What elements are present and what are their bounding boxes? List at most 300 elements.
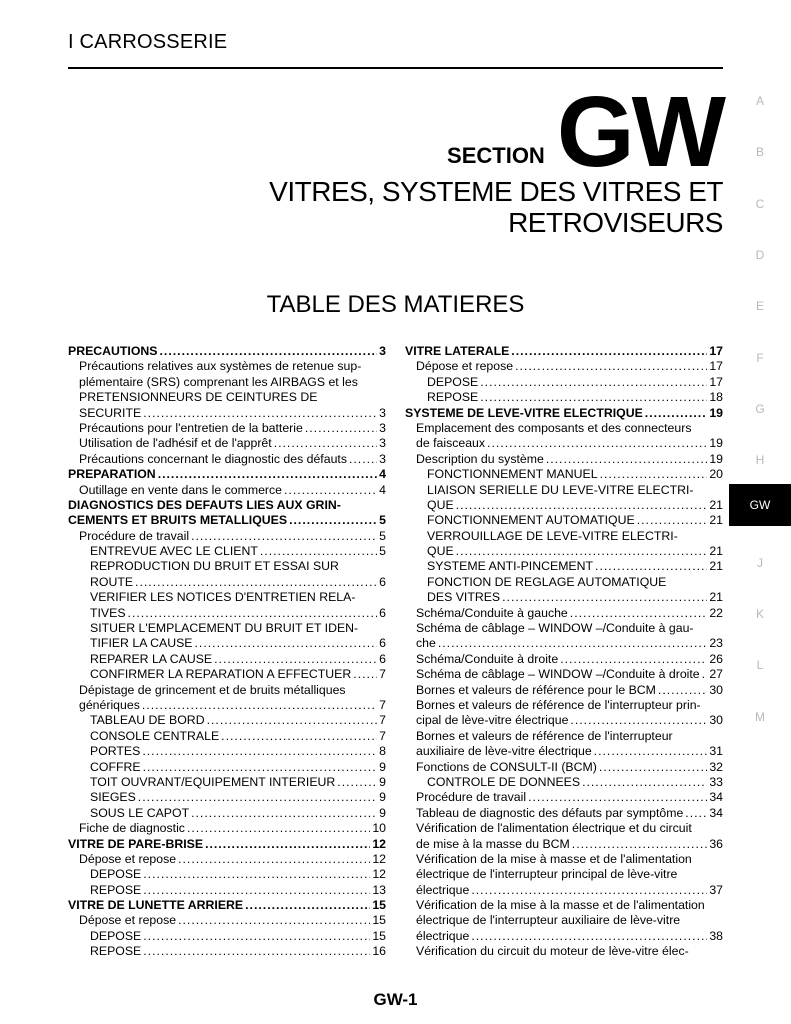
toc-entry-page: 17: [709, 374, 723, 389]
toc-entry-title: Schéma/Conduite à gauche: [416, 605, 568, 620]
toc-entry-title: Vérification de l'alimentation électrique et du circuit: [416, 821, 692, 836]
toc-entry-title: électrique de l'interrupteur principal de lève-vitre: [416, 867, 678, 882]
toc-entry-title: Précautions concernant le diagnostic des défauts: [79, 451, 347, 466]
toc-entry[interactable]: [405, 944, 723, 959]
toc-entry[interactable]: [405, 729, 723, 744]
toc-entry[interactable]: [405, 744, 723, 759]
section-header: I CARROSSERIE: [68, 31, 228, 53]
toc-entry[interactable]: [68, 929, 386, 944]
toc-entry[interactable]: [68, 667, 386, 682]
toc-entry[interactable]: [405, 775, 723, 790]
toc-entry-page: 15: [372, 928, 386, 943]
toc-entry[interactable]: [405, 913, 723, 928]
toc-entry-title: électrique de l'interrupteur auxiliaire de lève-vitre: [416, 913, 681, 928]
toc-entry-page: 21: [709, 559, 723, 574]
toc-entry[interactable]: [405, 636, 723, 651]
toc-leader-dots: [158, 467, 377, 482]
toc-entry-page: 3: [379, 405, 386, 420]
toc-entry-title: Bornes et valeurs de référence pour le BCM: [416, 682, 656, 697]
toc-entry[interactable]: [405, 929, 723, 944]
toc-leader-dots: [128, 606, 378, 621]
toc-entry[interactable]: [68, 436, 386, 451]
toc-entry[interactable]: [405, 713, 723, 728]
toc-entry-page: 7: [379, 713, 386, 728]
toc-entry-title: Dépose et repose: [416, 359, 514, 374]
toc-entry[interactable]: [68, 837, 386, 852]
toc-entry[interactable]: [68, 498, 386, 513]
toc-entry[interactable]: [405, 344, 723, 359]
section-tab-m[interactable]: M: [755, 709, 765, 724]
toc-entry[interactable]: [405, 621, 723, 636]
toc-entry-page: 9: [379, 790, 386, 805]
toc-entry[interactable]: [68, 513, 386, 528]
toc-entry-title: Vérification de la mise à la masse et de l'alimentation: [416, 898, 705, 913]
toc-entry-page: 9: [379, 805, 386, 820]
toc-entry-page: 6: [379, 651, 386, 666]
toc-leader-dots: [515, 359, 707, 374]
toc-entry-page: 31: [709, 744, 723, 759]
toc-entry-title: de mise à la masse du BCM: [416, 836, 570, 851]
toc-entry-page: 3: [379, 451, 386, 466]
toc-entry-title: auxiliaire de lève-vitre électrique: [416, 744, 592, 759]
toc-leader-dots: [178, 913, 370, 928]
toc-leader-dots: [637, 513, 708, 528]
toc-entry[interactable]: [405, 452, 723, 467]
toc-leader-dots: [456, 498, 708, 513]
toc-entry[interactable]: [68, 790, 386, 805]
toc-entry-title: CONTROLE DE DONNEES: [427, 774, 581, 789]
toc-entry[interactable]: [68, 760, 386, 775]
toc-entry[interactable]: [405, 821, 723, 836]
toc-leader-dots: [582, 775, 707, 790]
toc-entry-title: DIAGNOSTICS DES DEFAUTS LIES AUX GRIN-: [68, 497, 341, 512]
toc-leader-dots: [511, 344, 707, 359]
toc-entry-page: 34: [709, 790, 723, 805]
toc-leader-dots: [143, 883, 370, 898]
toc-entry-title: REPARER LA CAUSE: [90, 651, 213, 666]
toc-entry-title: Emplacement des composants et des connecteurs: [416, 420, 692, 435]
toc-entry-page: 12: [372, 867, 386, 882]
toc-entry[interactable]: [68, 421, 386, 436]
section-title: [269, 176, 723, 238]
toc-leader-dots: [187, 821, 370, 836]
toc-entry[interactable]: [405, 652, 723, 667]
toc-entry-title: Fonctions de CONSULT-II (BCM): [416, 759, 597, 774]
section-tab-l[interactable]: L: [756, 658, 764, 673]
toc-entry[interactable]: [68, 483, 386, 498]
toc-entry-page: 30: [709, 682, 723, 697]
toc-entry-page: 15: [372, 913, 386, 928]
section-tab-a[interactable]: A: [755, 94, 764, 108]
toc-entry-title: génériques: [79, 697, 140, 712]
toc-entry-title: CONFIRMER LA REPARATION A EFFECTUER: [90, 667, 352, 682]
toc-entry[interactable]: [68, 606, 386, 621]
toc-entry[interactable]: [68, 452, 386, 467]
toc-entry-page: 26: [709, 651, 723, 666]
toc-entry[interactable]: [68, 621, 386, 636]
toc-entry-title: Outillage en vente dans le commerce: [79, 482, 283, 497]
toc-entry[interactable]: [405, 436, 723, 451]
toc-entry-title: SOUS LE CAPOT: [90, 805, 190, 820]
toc-entry[interactable]: [405, 760, 723, 775]
toc-entry-page: 34: [709, 805, 723, 820]
toc-leader-dots: [570, 606, 708, 621]
toc-leader-dots: [546, 452, 708, 467]
toc-leader-dots: [595, 559, 707, 574]
toc-entry-page: 37: [709, 882, 723, 897]
toc-entry-page: 21: [709, 544, 723, 559]
toc-entry-page: 10: [372, 821, 386, 836]
toc-entry-page: 20: [709, 467, 723, 482]
toc-entry-title: Utilisation de l'adhésif et de l'apprêt: [79, 436, 272, 451]
toc-leader-dots: [349, 452, 377, 467]
toc-entry[interactable]: [405, 590, 723, 605]
toc-leader-dots: [600, 467, 708, 482]
section-tab-k[interactable]: K: [755, 607, 764, 621]
toc-entry-title: REPRODUCTION DU BRUIT ET ESSAI SUR: [90, 559, 339, 574]
toc-entry-title: PRETENSIONNEURS DE CEINTURES DE: [79, 390, 318, 405]
toc-entry-title: Fiche de diagnostic: [79, 821, 185, 836]
toc-entry[interactable]: [68, 867, 386, 882]
toc-entry-title: Précautions relatives aux systèmes de retenue sup-: [79, 359, 362, 374]
toc-leader-dots: [143, 867, 370, 882]
toc-leader-dots: [685, 806, 707, 821]
toc-entry-title: PRECAUTIONS: [68, 344, 158, 358]
toc-leader-dots: [160, 344, 378, 359]
toc-entry[interactable]: [68, 698, 386, 713]
toc-entry[interactable]: [68, 359, 386, 374]
toc-entry-page: 13: [372, 882, 386, 897]
toc-entry-title: Dépose et repose: [79, 913, 177, 928]
toc-entry[interactable]: [68, 390, 386, 405]
toc-entry[interactable]: [68, 406, 386, 421]
toc-entry[interactable]: [68, 775, 386, 790]
toc-entry-title: ROUTE: [90, 574, 134, 589]
section-tab-c[interactable]: C: [755, 196, 765, 211]
toc-leader-dots: [260, 544, 377, 559]
toc-entry-title: Tableau de diagnostic des défauts par symptôme: [416, 805, 684, 820]
toc-entry-title: de faisceaux: [416, 436, 486, 451]
toc-entry-page: 15: [372, 898, 386, 913]
toc-leader-dots: [138, 790, 377, 805]
toc-entry-title: COFFRE: [90, 759, 141, 774]
toc-entry-title: ENTREVUE AVEC LE CLIENT: [90, 544, 258, 559]
toc-leader-dots: [658, 683, 707, 698]
toc-entry[interactable]: [68, 683, 386, 698]
toc-entry[interactable]: [68, 729, 386, 744]
toc-entry[interactable]: [405, 683, 723, 698]
toc-entry-title: Procédure de travail: [79, 528, 190, 543]
toc-entry-title: Bornes et valeurs de référence de l'interrupteur: [416, 728, 673, 743]
toc-entry[interactable]: [68, 467, 386, 482]
toc-leader-dots: [284, 483, 377, 498]
toc-leader-dots: [135, 575, 377, 590]
toc-entry-title: LIAISON SERIELLE DU LEVE-VITRE ELECTRI-: [427, 482, 694, 497]
toc-entry[interactable]: [68, 898, 386, 913]
section-tab-f[interactable]: F: [756, 350, 764, 365]
toc-entry[interactable]: [405, 867, 723, 882]
toc-entry-title: REPOSE: [90, 882, 142, 897]
toc-entry-title: SIEGES: [90, 790, 136, 805]
toc-entry-title: QUE: [427, 544, 454, 559]
toc-entry-title: SYSTEME DE LEVE-VITRE ELECTRIQUE: [405, 405, 643, 420]
toc-leader-dots: [207, 713, 378, 728]
toc-entry[interactable]: [405, 513, 723, 528]
toc-entry-page: 3: [379, 436, 386, 451]
toc-entry-title: FONCTION DE REGLAGE AUTOMATIQUE: [427, 574, 667, 589]
section-code: GW: [556, 76, 723, 188]
toc-entry-page: 17: [709, 359, 723, 374]
toc-entry[interactable]: [405, 559, 723, 574]
toc-entry-title: Schéma de câblage – WINDOW –/Conduite à droite: [416, 667, 700, 682]
toc-entry[interactable]: [68, 852, 386, 867]
toc-leader-dots: [480, 390, 707, 405]
toc-entry-title: VERROUILLAGE DE LEVE-VITRE ELECTRI-: [427, 528, 678, 543]
toc-entry-title: Dépose et repose: [79, 851, 177, 866]
toc-entry[interactable]: [405, 852, 723, 867]
toc-entry-title: Schéma/Conduite à droite: [416, 651, 559, 666]
section-tab-b[interactable]: B: [755, 145, 764, 160]
toc-entry[interactable]: [68, 529, 386, 544]
toc-leader-dots: [289, 513, 377, 528]
toc-entry-page: 8: [379, 744, 386, 759]
toc-title: TABLE DES MATIERES: [266, 291, 525, 318]
toc-entry-page: 19: [709, 405, 723, 420]
toc-leader-dots: [142, 744, 377, 759]
toc-entry[interactable]: [68, 636, 386, 651]
toc-entry-title: VITRE LATERALE: [405, 344, 510, 358]
toc-entry-title: VITRE DE PARE-BRISE: [68, 836, 204, 851]
section-tab-g[interactable]: G: [755, 401, 765, 416]
toc-entry[interactable]: [68, 375, 386, 390]
toc-leader-dots: [645, 406, 708, 421]
toc-entry[interactable]: [68, 913, 386, 928]
toc-entry-title: Vérification du circuit du moteur de lève-vitre élec-: [416, 944, 689, 959]
toc-leader-dots: [274, 436, 377, 451]
toc-entry[interactable]: [405, 359, 723, 374]
toc-leader-dots: [487, 436, 707, 451]
toc-leader-dots: [191, 529, 377, 544]
toc-leader-dots: [143, 944, 370, 959]
toc-entry-title: SECURITE: [79, 405, 142, 420]
section-tab-j[interactable]: J: [757, 555, 763, 570]
toc-entry-page: 21: [709, 590, 723, 605]
section-tab-e[interactable]: E: [755, 299, 764, 314]
page-number: GW-1: [373, 990, 418, 1009]
toc-entry-title: électrique: [416, 928, 470, 943]
toc-entry-title: Description du système: [416, 451, 544, 466]
toc-entry[interactable]: [405, 544, 723, 559]
toc-leader-dots: [143, 760, 378, 775]
toc-entry-page: 32: [709, 759, 723, 774]
toc-entry-title: DEPOSE: [427, 374, 479, 389]
toc-entry-page: 19: [709, 436, 723, 451]
toc-entry-title: cipal de lève-vitre électrique: [416, 713, 569, 728]
section-heading: [447, 76, 723, 188]
toc-entry-page: 3: [379, 420, 386, 435]
toc-entry[interactable]: [405, 667, 723, 682]
toc-leader-dots: [599, 760, 707, 775]
toc-entry-title: PORTES: [90, 744, 141, 759]
toc-entry[interactable]: [405, 790, 723, 805]
toc-entry-title: TABLEAU DE BORD: [90, 713, 205, 728]
toc-leader-dots: [353, 667, 377, 682]
toc-entry-title: Dépistage de grincement et de bruits métalliques: [79, 682, 346, 697]
toc-entry-page: 4: [379, 467, 386, 482]
toc-entry-page: 30: [709, 713, 723, 728]
toc-entry-title: DES VITRES: [427, 590, 501, 605]
section-title-line: RETROVISEURS: [508, 207, 723, 238]
toc-leader-dots: [214, 652, 377, 667]
toc-entry[interactable]: [68, 883, 386, 898]
header-divider: [68, 67, 723, 69]
toc-entry[interactable]: [405, 529, 723, 544]
toc-entry[interactable]: [405, 698, 723, 713]
toc-entry-title: Précautions pour l'entretien de la batterie: [79, 420, 303, 435]
toc-entry-page: 38: [709, 928, 723, 943]
toc-entry-page: 5: [379, 513, 386, 528]
toc-entry-page: 5: [379, 528, 386, 543]
toc-leader-dots: [528, 790, 707, 805]
toc-entry[interactable]: [405, 806, 723, 821]
toc-entry[interactable]: [405, 498, 723, 513]
toc-entry[interactable]: [68, 713, 386, 728]
toc-right-column: [405, 344, 723, 960]
toc-entry-page: 19: [709, 451, 723, 466]
toc-entry-title: che: [416, 636, 436, 651]
toc-leader-dots: [143, 406, 377, 421]
section-tab-h[interactable]: H: [755, 453, 765, 468]
toc-entry-title: CEMENTS ET BRUITS METALLIQUES: [68, 513, 288, 528]
toc-leader-dots: [438, 636, 707, 651]
toc-entry-page: 12: [372, 836, 386, 851]
toc-left-column: [68, 344, 386, 960]
toc-leader-dots: [305, 421, 377, 436]
section-title-line: VITRES, SYSTEME DES VITRES ET: [269, 176, 723, 207]
section-label: SECTION: [447, 143, 545, 168]
toc-entry[interactable]: [405, 467, 723, 482]
toc-entry-title: QUE: [427, 497, 454, 512]
toc-entry[interactable]: [405, 883, 723, 898]
toc-entry-title: VITRE DE LUNETTE ARRIERE: [68, 898, 244, 913]
toc-entry[interactable]: [405, 483, 723, 498]
toc-entry-title: électrique: [416, 882, 470, 897]
toc-entry-title: REPOSE: [90, 944, 142, 959]
toc-entry[interactable]: [68, 944, 386, 959]
toc-entry[interactable]: [405, 390, 723, 405]
toc-entry-page: 17: [709, 344, 723, 358]
toc-entry-title: Bornes et valeurs de référence de l'interrupteur prin-: [416, 697, 701, 712]
toc-leader-dots: [142, 698, 377, 713]
toc-entry[interactable]: [68, 575, 386, 590]
toc-entry[interactable]: [68, 344, 386, 359]
toc-leader-dots: [471, 929, 707, 944]
toc-entry-title: Procédure de travail: [416, 790, 527, 805]
toc-leader-dots: [502, 590, 707, 605]
toc-leader-dots: [195, 636, 378, 651]
toc-entry-page: 5: [379, 544, 386, 559]
toc-entry[interactable]: [405, 837, 723, 852]
toc-entry-page: 9: [379, 759, 386, 774]
toc-entry-title: CONSOLE CENTRALE: [90, 728, 220, 743]
section-tab-d[interactable]: D: [755, 247, 765, 262]
toc-leader-dots: [143, 929, 370, 944]
section-tab-gw[interactable]: GW: [729, 484, 791, 526]
toc-entry[interactable]: [68, 821, 386, 836]
toc-entry[interactable]: [68, 544, 386, 559]
toc-entry-page: 7: [379, 728, 386, 743]
toc-leader-dots: [178, 852, 370, 867]
toc-entry-title: SITUER L'EMPLACEMENT DU BRUIT ET IDEN-: [90, 621, 359, 636]
toc-leader-dots: [337, 775, 377, 790]
toc-entry-page: 4: [379, 482, 386, 497]
toc-entry-title: Schéma de câblage – WINDOW –/Conduite à gau-: [416, 621, 694, 636]
toc-entry-title: PREPARATION: [68, 467, 156, 482]
toc-entry-page: 23: [709, 636, 723, 651]
toc-entry-page: 6: [379, 636, 386, 651]
toc-entry[interactable]: [405, 575, 723, 590]
toc-entry-page: 27: [709, 667, 723, 682]
toc-leader-dots: [594, 744, 708, 759]
toc-entry-page: 36: [709, 836, 723, 851]
toc-leader-dots: [221, 729, 377, 744]
toc-entry-page: 21: [709, 497, 723, 512]
toc-entry-title: SYSTEME ANTI-PINCEMENT: [427, 559, 594, 574]
toc-leader-dots: [456, 544, 708, 559]
toc-entry-title: VERIFIER LES NOTICES D'ENTRETIEN RELA-: [90, 590, 356, 605]
toc-entry-title: FONCTIONNEMENT MANUEL: [427, 467, 598, 482]
toc-entry[interactable]: [68, 806, 386, 821]
toc-entry-page: 18: [709, 390, 723, 405]
toc-entry-page: 22: [709, 605, 723, 620]
toc-entry[interactable]: [405, 421, 723, 436]
toc-entry-page: 21: [709, 513, 723, 528]
toc-leader-dots: [480, 375, 707, 390]
toc-entry[interactable]: [405, 406, 723, 421]
toc-entry-title: TIFIER LA CAUSE: [90, 636, 193, 651]
toc-entry-title: plémentaire (SRS) comprenant les AIRBAGS et les: [79, 374, 358, 389]
toc-entry-title: DEPOSE: [90, 867, 142, 882]
toc-entry-title: TOIT OUVRANT/EQUIPEMENT INTERIEUR: [90, 774, 336, 789]
toc-entry-page: 3: [379, 344, 386, 358]
toc-leader-dots: [702, 667, 708, 682]
toc-entry-page: 7: [379, 667, 386, 682]
toc-entry-page: 12: [372, 851, 386, 866]
toc-entry[interactable]: [405, 375, 723, 390]
toc-entry-title: FONCTIONNEMENT AUTOMATIQUE: [427, 513, 635, 528]
toc-entry-title: DEPOSE: [90, 928, 142, 943]
toc-leader-dots: [572, 837, 708, 852]
toc-entry[interactable]: [405, 606, 723, 621]
toc-entry-title: TIVES: [90, 605, 126, 620]
toc-entry[interactable]: [405, 898, 723, 913]
toc-leader-dots: [191, 806, 377, 821]
toc-leader-dots: [560, 652, 707, 667]
toc-entry-page: 33: [709, 774, 723, 789]
toc-leader-dots: [205, 837, 370, 852]
toc-entry[interactable]: [68, 744, 386, 759]
toc-entry-page: 16: [372, 944, 386, 959]
toc-entry-page: 6: [379, 605, 386, 620]
toc-entry-page: 9: [379, 774, 386, 789]
toc-leader-dots: [471, 883, 707, 898]
toc-entry[interactable]: [68, 559, 386, 574]
toc-leader-dots: [570, 713, 707, 728]
toc-leader-dots: [245, 898, 370, 913]
toc-entry[interactable]: [68, 590, 386, 605]
toc-entry-title: REPOSE: [427, 390, 479, 405]
toc-entry[interactable]: [68, 652, 386, 667]
